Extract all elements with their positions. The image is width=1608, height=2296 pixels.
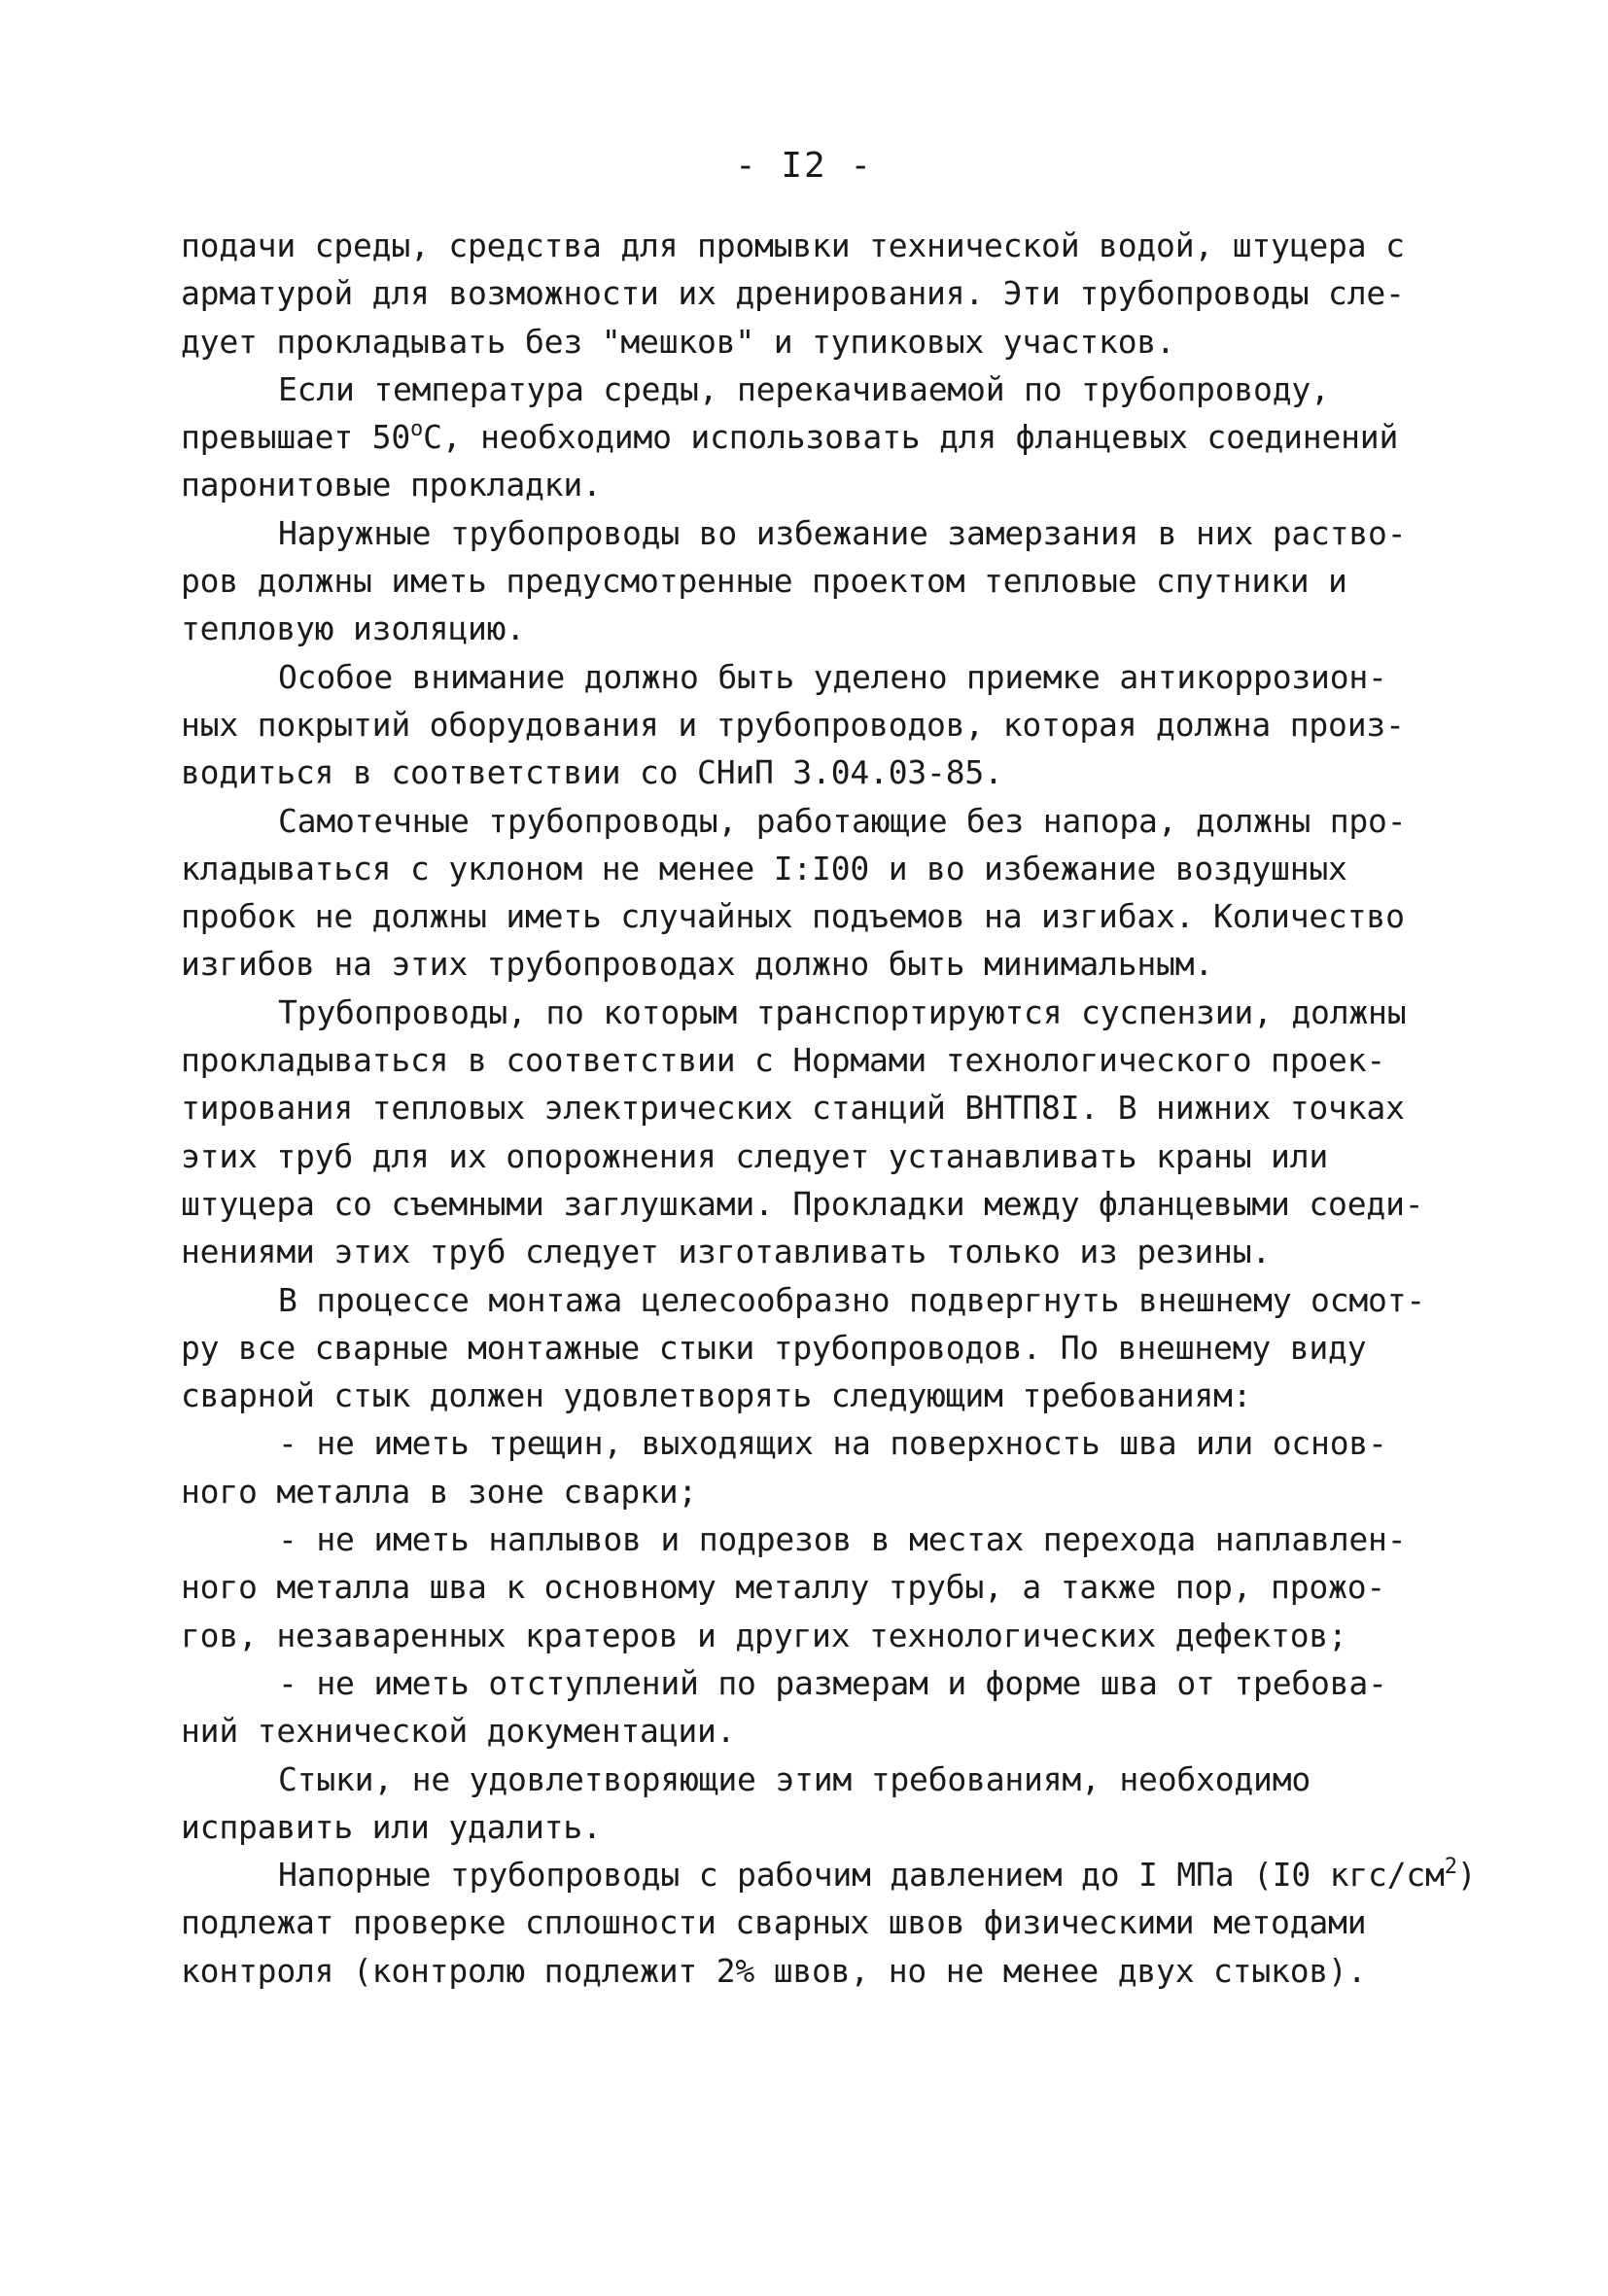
text-line: подачи среды, средства для промывки технической водой, штуцера с bbox=[181, 226, 1405, 264]
text-line: изгибов на этих трубопроводах должно быть минимальным. bbox=[181, 945, 1214, 984]
text-line: этих труб для их опорожнения следует устанавливать краны или bbox=[181, 1136, 1329, 1175]
list-item-line: ного металла шва к основному металлу трубы, а также пор, прожо- bbox=[181, 1568, 1386, 1607]
text-line: штуцера со съемными заглушками. Прокладки между фланцевыми соеди- bbox=[181, 1184, 1424, 1223]
list-item-line: - не иметь отступлений по размерам и форме шва от требова- bbox=[278, 1663, 1387, 1702]
text-line: водиться в соответствии со СНиП 3.04.03-85. bbox=[181, 753, 1003, 792]
degree-superscript: о bbox=[410, 417, 424, 442]
body-text bbox=[181, 222, 1477, 1995]
text-line: В процессе монтажа целесообразно подвергнуть внешнему осмот- bbox=[278, 1280, 1426, 1319]
text-line: сварной стык должен удовлетворять следующим требованиям: bbox=[181, 1376, 1252, 1415]
text-line: тирования тепловых электрических станций ВНТП8I. В нижних точках bbox=[181, 1089, 1405, 1128]
text-fragment: Напорные трубопроводы с рабочим давлением до I МПа (I0 кгс/см bbox=[278, 1856, 1445, 1895]
squared-superscript: 2 bbox=[1444, 1855, 1457, 1880]
text-fragment: превышает 50 bbox=[181, 418, 411, 457]
text-line: пробок не должны иметь случайных подъемов на изгибах. Количество bbox=[181, 897, 1405, 936]
text-line-with-superscript bbox=[181, 1851, 1477, 1898]
text-line: подлежат проверке сплошности сварных швов физическими методами bbox=[181, 1903, 1367, 1942]
text-line: тепловую изоляцию. bbox=[181, 609, 526, 648]
text-line: Самотечные трубопроводы, работающие без напора, должны про- bbox=[278, 801, 1407, 840]
text-line: кладываться с уклоном не менее I:I00 и во избежание воздушных bbox=[181, 849, 1347, 887]
list-item-line: ного металла в зоне сварки; bbox=[181, 1472, 698, 1511]
text-line: Если температура среды, перекачиваемой по трубопроводу, bbox=[278, 369, 1330, 408]
text-line: Стыки, не удовлетворяющие этим требованиям, необходимо bbox=[278, 1759, 1311, 1798]
page-number: - I2 - bbox=[734, 146, 874, 186]
text-fragment: С, необходимо использовать для фланцевых соединений bbox=[423, 418, 1399, 457]
text-line-with-degree bbox=[181, 413, 1435, 461]
text-line: ных покрытий оборудования и трубопроводов, которая должна произ- bbox=[181, 705, 1405, 744]
text-line: Наружные трубопроводы во избежание замерзания в них раство- bbox=[278, 513, 1407, 552]
text-line: дует прокладывать без "мешков" и тупиковых участков. bbox=[181, 322, 1175, 361]
text-line: исправить или удалить. bbox=[181, 1807, 602, 1846]
text-fragment: ) bbox=[1456, 1856, 1477, 1895]
list-item-line: - не иметь трещин, выходящих на поверхность шва или основ- bbox=[278, 1424, 1387, 1463]
text-line: арматурой для возможности их дренирования. Эти трубопроводы сле- bbox=[181, 274, 1405, 313]
list-item-line: - не иметь наплывов и подрезов в местах перехода наплавлен- bbox=[278, 1520, 1407, 1559]
list-item-line: гов, незаваренных кратеров и других технологических дефектов; bbox=[181, 1616, 1347, 1654]
text-line: ру все сварные монтажные стыки трубопроводов. По внешнему виду bbox=[181, 1328, 1367, 1367]
text-line: Особое внимание должно быть уделено приемке антикоррозион- bbox=[278, 657, 1387, 696]
text-line: паронитовые прокладки. bbox=[181, 466, 602, 504]
text-line: прокладываться в соответствии с Нормами технологического проек- bbox=[181, 1041, 1386, 1080]
text-line: контроля (контролю подлежит 2% швов, но не менее двух стыков). bbox=[181, 1951, 1367, 1990]
text-line: нениями этих труб следует изготавливать только из резины. bbox=[181, 1233, 1272, 1271]
text-line: ров должны иметь предусмотренные проектом тепловые спутники и bbox=[181, 562, 1347, 601]
list-item-line: ний технической документации. bbox=[181, 1712, 736, 1751]
text-line: Трубопроводы, по которым транспортируются суспензии, должны bbox=[278, 992, 1407, 1031]
